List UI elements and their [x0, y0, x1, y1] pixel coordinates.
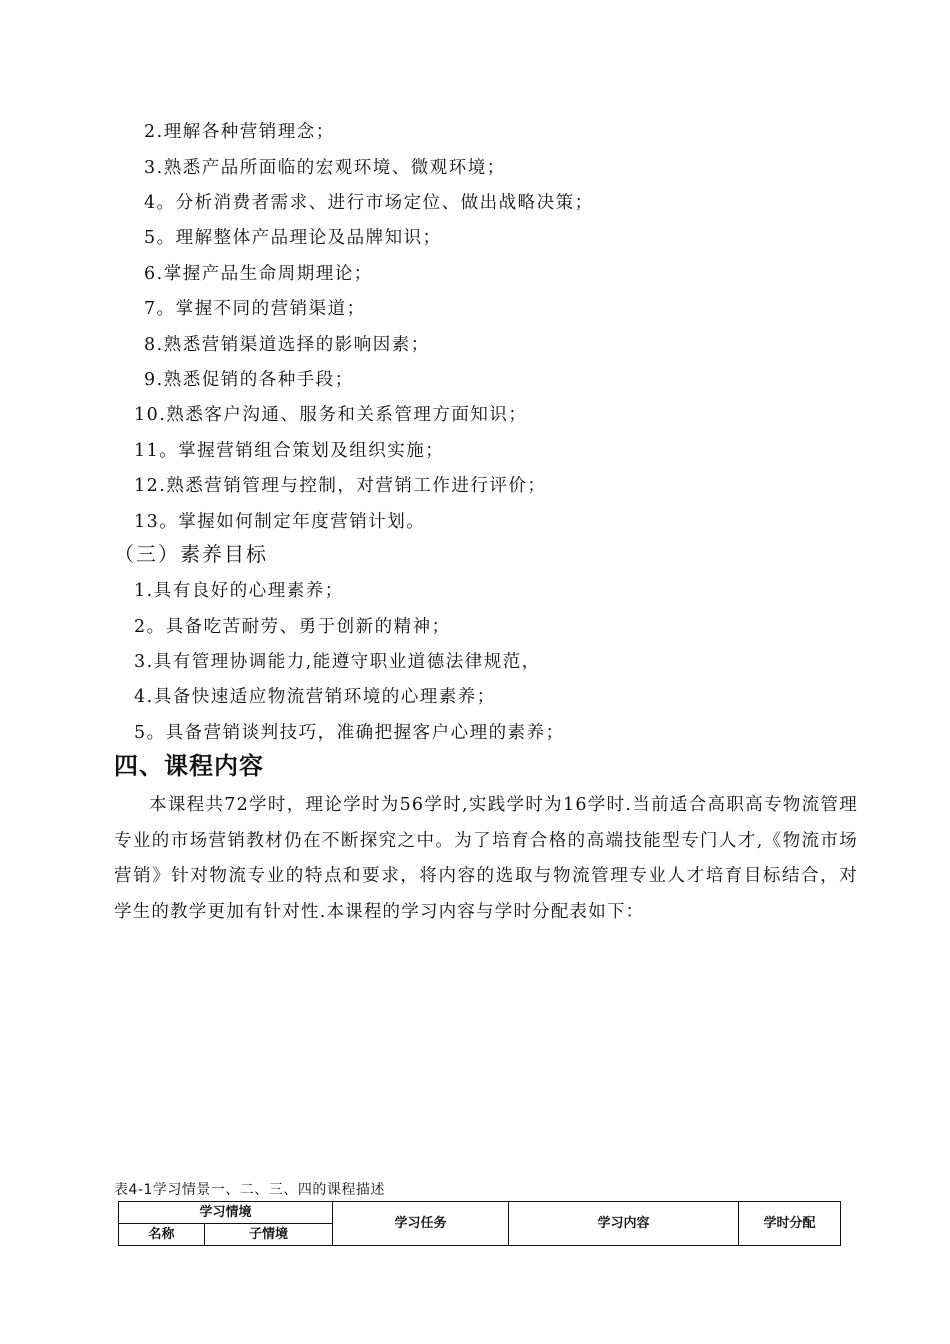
- knowledge-item-2: 2.理解各种营销理念；: [144, 122, 335, 142]
- knowledge-item-4: 4。分析消费者需求、进行市场定位、做出战略决策；: [144, 193, 594, 213]
- quality-goals-heading: （三）素养目标: [114, 542, 268, 566]
- knowledge-item-10: 10.熟悉客户沟通、服务和关系管理方面知识；: [134, 405, 528, 425]
- knowledge-item-11: 11。掌握营销组合策划及组织实施；: [134, 441, 445, 461]
- table-caption: 表4-1学习情景一、二、三、四的课程描述: [114, 1182, 385, 1198]
- header-learning-situation: 学习情境: [119, 1202, 333, 1224]
- knowledge-item-8: 8.熟悉营销渠道选择的影响因素；: [144, 335, 430, 355]
- quality-item-5: 5。具备营销谈判技巧，准确把握客户心理的素养；: [134, 723, 565, 743]
- knowledge-item-7: 7。掌握不同的营销渠道；: [144, 299, 366, 319]
- course-table: [118, 1201, 841, 1246]
- header-learning-content: 学习内容: [509, 1202, 739, 1246]
- knowledge-item-9: 9.熟悉促销的各种手段；: [144, 370, 354, 390]
- header-name: 名称: [119, 1224, 205, 1246]
- table-header-row: [119, 1202, 841, 1224]
- knowledge-item-13: 13。掌握如何制定年度营销计划。: [134, 512, 426, 532]
- knowledge-item-12: 12.熟悉营销管理与控制，对营销工作进行评价；: [134, 476, 547, 496]
- knowledge-item-6: 6.掌握产品生命周期理论；: [144, 264, 373, 284]
- header-hours-allocation: 学时分配: [739, 1202, 841, 1246]
- header-sub-situation: 子情境: [205, 1224, 333, 1246]
- knowledge-item-5: 5。理解整体产品理论及品牌知识；: [144, 228, 442, 248]
- quality-item-2: 2。具备吃苦耐劳、勇于创新的精神；: [134, 617, 451, 637]
- header-learning-task: 学习任务: [333, 1202, 509, 1246]
- course-content-heading: 四、课程内容: [114, 752, 264, 780]
- quality-item-1: 1.具有良好的心理素养；: [134, 581, 344, 601]
- knowledge-item-3: 3.熟悉产品所面临的宏观环境、微观环境；: [144, 158, 506, 178]
- quality-item-4: 4.具备快速适应物流营销环境的心理素养；: [134, 687, 496, 707]
- quality-item-3: 3.具有管理协调能力,能遵守职业道德法律规范，: [134, 652, 541, 672]
- course-content-paragraph: 本课程共72学时，理论学时为56学时,实践学时为16学时.当前适合高职高专物流管理专业的市场营销教材仍在不断探究之中。为了培育合格的高端技能型专门人才,《物流市场营销》针对物流专业的特点和要求，将内容的选取与物流管理专业人才培育目标结合，对学生的教学更加有针对性.本课程的学习内容与学时分配表如下：: [114, 795, 858, 922]
